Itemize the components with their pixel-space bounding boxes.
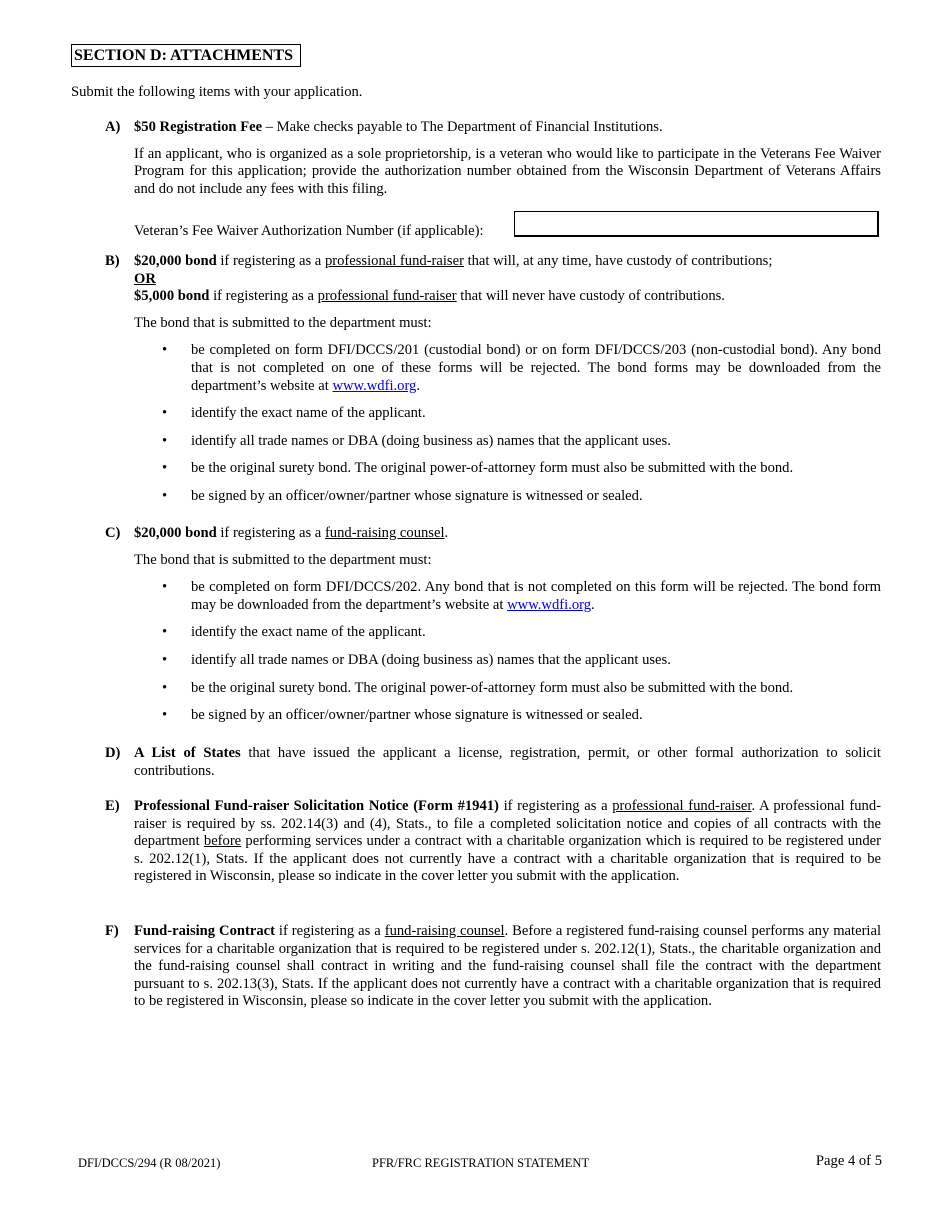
text: if registering as a (216, 525, 325, 541)
term-before: before (203, 833, 242, 850)
bullet-icon: • (162, 651, 168, 668)
item-letter: C) (105, 525, 121, 541)
bullet-icon: • (162, 342, 168, 359)
text: . (444, 525, 449, 541)
text: be the original surety bond. The original power-of-attorney form must also be submitted with the bond. (191, 460, 794, 477)
waiver-label: Veteran’s Fee Waiver Authorization Number (if applicable): (134, 223, 484, 240)
item-letter: D) (105, 745, 121, 761)
item-a (105, 119, 881, 243)
text: be completed on form DFI/DCCS/201 (custodial bond) or on form DFI/DCCS/203 (non-custodial bond). Any bond that is not completed on one of these forms will be rejected. The bond forms may be downloaded from the department’s website at (191, 342, 881, 394)
text: if registering as a (274, 923, 385, 939)
list-item (134, 652, 881, 670)
list-item (134, 405, 881, 423)
bond-must-text: The bond that is submitted to the department must: (134, 551, 432, 568)
bullet-icon: • (162, 405, 168, 422)
text: be signed by an officer/owner/partner whose signature is witnessed or sealed. (191, 707, 643, 724)
text: if registering as a (209, 288, 318, 305)
list-item (134, 707, 881, 725)
wdfi-link[interactable]: www.wdfi.org (507, 596, 592, 613)
text: that will, at any time, have custody of contributions; (463, 253, 773, 269)
intro-text: Submit the following items with your application. (71, 84, 363, 100)
item-d (105, 745, 881, 780)
term-fund-raising-counsel: fund-raising counsel (384, 923, 505, 939)
bullet-icon: • (162, 679, 168, 696)
bond-requirements-list (134, 579, 881, 725)
text: be completed on form DFI/DCCS/202. Any bond that is not completed on this form will be rejected. The bond form may be downloaded from the department’s website at (191, 579, 881, 613)
waiver-number-field[interactable] (514, 211, 879, 237)
fee-text: – Make checks payable to The Department of Financial Institutions. (262, 119, 663, 135)
text: identify the exact name of the applicant. (191, 405, 426, 422)
text: . A professional fund-raiser is required by ss. 202.14(3) and (4), Stats., to file a completed solicitation notice and copies of all contracts with the department (134, 798, 881, 850)
section-title: SECTION D: ATTACHMENTS (71, 44, 301, 67)
bullet-icon: • (162, 487, 168, 504)
waiver-row (134, 213, 881, 243)
text: identify all trade names or DBA (doing business as) names that the applicant uses. (191, 432, 671, 449)
text: performing services under a contract with a charitable organization which is required to be registered under s. 202.12(1), Stats. If the applicant does not currently have a contract with a charitable organization that is required to be registered in Wisconsin, please so indicate in the cover letter you submit with the application. (134, 833, 881, 885)
item-c (105, 525, 881, 735)
bond-must-text: The bond that is submitted to the department must: (134, 314, 432, 331)
bullet-icon: • (162, 707, 168, 724)
term-professional-fund-raiser: professional fund-raiser (324, 253, 464, 269)
list-of-states-heading: A List of States (134, 745, 241, 761)
text: be the original surety bond. The original power-of-attorney form must also be submitted with the bond. (191, 679, 794, 696)
fee-heading: $50 Registration Fee (134, 119, 263, 135)
list-item (134, 460, 881, 478)
bullet-icon: • (162, 460, 168, 477)
text: be signed by an officer/owner/partner whose signature is witnessed or sealed. (191, 487, 643, 504)
footer-title: PFR/FRC REGISTRATION STATEMENT (372, 1156, 590, 1170)
bond-noncustodial-heading: $5,000 bond (134, 288, 210, 305)
footer-form-id: DFI/DCCS/294 (R 08/2021) (78, 1156, 221, 1170)
item-letter: F) (105, 923, 119, 939)
veteran-paragraph: If an applicant, who is organized as a sole proprietorship, is a veteran who would like to participate in the Veterans Fee Waiver Program for this application; provide the authorization number obtained from the Wisconsin Department of Veterans Affairs and do not include any fees with this filing. (134, 145, 881, 197)
text: identify all trade names or DBA (doing business as) names that the applicant uses. (191, 651, 671, 668)
item-letter: E) (105, 798, 120, 814)
text: that have issued the applicant a license, registration, permit, or other formal authorization to solicit contributions. (134, 745, 881, 779)
list-item (134, 488, 881, 506)
item-e (105, 798, 881, 886)
text: that will never have custody of contributions. (456, 288, 725, 305)
bullet-icon: • (162, 579, 168, 596)
item-letter: B) (105, 253, 120, 269)
bullet-icon: • (162, 432, 168, 449)
text: . (591, 596, 595, 613)
item-letter: A) (105, 119, 121, 135)
footer-page-number: Page 4 of 5 (815, 1153, 882, 1169)
text: . Before a registered fund-raising counsel performs any material services for a charitable organization that is required to be registered under s. 202.12(1), Stats., the charitable organization and the fund-raising counsel shall contract in writing and the fund-raising counsel shall file the contract with the department pursuant to s. 202.13(3), Stats. If the applicant does not currently have a contract with a charitable organization that is required to be registered in Wisconsin, please so indicate in the cover letter you submit with the application. (134, 923, 882, 1010)
bond-custodial-heading: $20,000 bond (134, 253, 217, 269)
text: if registering as a (216, 253, 325, 269)
term-professional-fund-raiser: professional fund-raiser (317, 288, 457, 305)
bond-requirements-list (134, 342, 881, 505)
list-item (134, 579, 881, 614)
or-label: OR (134, 270, 156, 287)
term-professional-fund-raiser: professional fund-raiser (612, 798, 752, 814)
wdfi-link[interactable]: www.wdfi.org (332, 377, 417, 394)
list-item (134, 680, 881, 698)
term-fund-raising-counsel: fund-raising counsel (324, 525, 445, 541)
item-f (105, 923, 881, 1011)
bond-counsel-heading: $20,000 bond (134, 525, 217, 541)
solicitation-notice-heading: Professional Fund-raiser Solicitation Notice (Form #1941) (134, 798, 499, 814)
list-item (134, 433, 881, 451)
item-b (105, 253, 881, 516)
bullet-icon: • (162, 624, 168, 641)
text: identify the exact name of the applicant. (191, 624, 426, 641)
list-item (134, 342, 881, 395)
text: if registering as a (498, 798, 613, 814)
contract-heading: Fund-raising Contract (134, 923, 275, 939)
text: . (416, 377, 421, 394)
list-item (134, 624, 881, 642)
